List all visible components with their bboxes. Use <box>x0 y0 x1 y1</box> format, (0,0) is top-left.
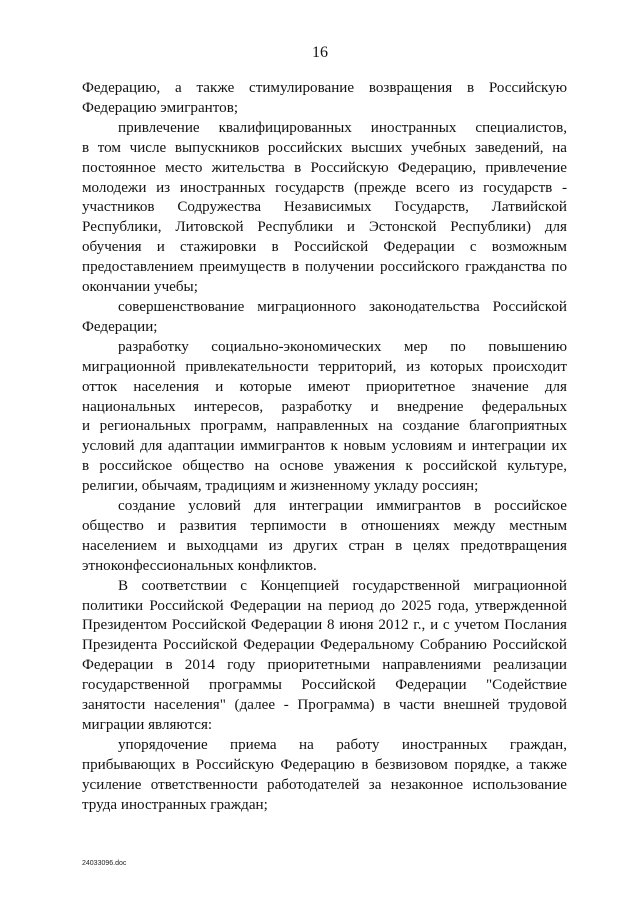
text-line: Федерацию, а также стимулирование возвращения в Российскую <box>82 80 567 96</box>
text-line: и региональных программ, направленных на создание благоприятных <box>82 418 567 435</box>
text-line: населением и выходцами из других стран в целях предотвращения <box>82 537 567 554</box>
text-line: в российское общество на основе уважения к российской культуре, <box>82 458 567 475</box>
text-line: политики Российской Федерации на период до 2025 года, утвержденной <box>82 597 567 614</box>
text-line: в том числе выпускников российских высших учебных заведений, на <box>82 139 567 156</box>
text-line: миграционной привлекательности территорий, из которых происходит <box>82 358 567 375</box>
text-line: привлечение квалифицированных иностранных специалистов, <box>118 119 567 136</box>
paragraph <box>82 338 567 497</box>
page-number: 16 <box>312 44 328 61</box>
text-line: В соответствии с Концепцией государственной миграционной <box>118 577 567 594</box>
paragraph <box>82 736 567 816</box>
text-line: предоставлением преимуществ в получении российского гражданства по <box>82 259 567 276</box>
text-line: окончании учебы; <box>82 279 198 296</box>
text-line: условий для адаптации иммигрантов к новым условиям и интеграции их <box>82 438 567 455</box>
text-line: занятости населения" (далее - Программа) в части внешней трудовой <box>82 697 567 714</box>
paragraph <box>82 298 567 338</box>
text-line: разработку социально-экономических мер по повышению <box>118 338 567 355</box>
text-line: Федерации; <box>82 318 158 335</box>
paragraph <box>82 119 567 298</box>
text-line: Федерации в 2014 году приоритетными направлениями реализации <box>82 657 567 674</box>
text-line: создание условий для интеграции иммигрантов в российское <box>118 498 567 515</box>
text-line: миграции являются: <box>82 717 213 733</box>
footer-filename: 24033096.doc <box>82 860 127 867</box>
paragraph <box>82 79 567 119</box>
text-line: этноконфессиональных конфликтов. <box>82 557 317 574</box>
text-line: Федерацию эмигрантов; <box>82 99 239 116</box>
text-line: общество и развития терпимости в отношениях между местным <box>82 517 567 534</box>
text-line: Президентом Российской Федерации 8 июня 2012 г., и с учетом Послания <box>82 617 567 634</box>
text-line: молодежи из иностранных государств (прежде всего из государств - <box>82 179 567 196</box>
paragraph <box>82 497 567 577</box>
text-line: государственной программы Российской Федерации "Содействие <box>82 677 567 694</box>
paragraph <box>82 577 567 736</box>
text-line: национальных интересов, разработку и внедрение федеральных <box>82 398 567 415</box>
text-line: постоянное место жительства в Российскую Федерацию, привлечение <box>82 159 567 176</box>
text-line: упорядочение приема на работу иностранных граждан, <box>118 736 567 753</box>
text-line: усиление ответственности работодателей за незаконное использование <box>82 776 567 793</box>
text-line: прибывающих в Российскую Федерацию в безвизовом порядке, а также <box>82 756 567 773</box>
text-line: отток населения и которые имеют приоритетное значение для <box>82 378 567 395</box>
text-line: Республики, Литовской Республики и Эстонской Республики) для <box>82 219 567 236</box>
text-line: участников Содружества Независимых Государств, Латвийской <box>82 199 567 216</box>
text-line: религии, обычаям, традициям и жизненному укладу россиян; <box>82 478 479 495</box>
text-line: труда иностранных граждан; <box>82 796 268 813</box>
text-line: совершенствование миграционного законодательства Российской <box>118 298 567 315</box>
text-line: Президента Российской Федерации Федеральному Собранию Российской <box>82 637 567 654</box>
text-line: обучения и стажировки в Российской Федерации с возможным <box>82 239 567 256</box>
document-body <box>82 79 567 816</box>
